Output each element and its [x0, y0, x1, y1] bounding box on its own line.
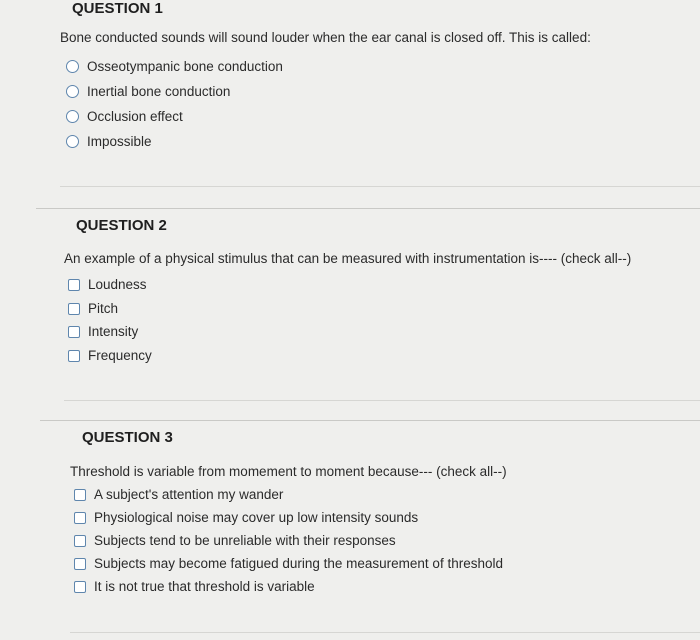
- answer-option-fatigued[interactable]: [74, 556, 503, 571]
- option-label: Pitch: [88, 301, 119, 316]
- option-label: Subjects may become fatigued during the measurement of threshold: [94, 556, 503, 571]
- checkbox[interactable]: [74, 535, 86, 547]
- checkbox[interactable]: [68, 350, 80, 362]
- answer-divider: [70, 632, 700, 633]
- checkbox[interactable]: [68, 303, 80, 315]
- question-divider: [40, 420, 700, 421]
- radio-button[interactable]: [66, 110, 79, 123]
- question-prompt: Bone conducted sounds will sound louder when the ear canal is closed off. This is called:: [60, 30, 591, 45]
- answer-option-pitch[interactable]: [68, 301, 118, 316]
- answer-option-physiological-noise[interactable]: [74, 510, 418, 525]
- option-label: Occlusion effect: [87, 109, 183, 124]
- radio-button[interactable]: [66, 85, 79, 98]
- checkbox[interactable]: [74, 512, 86, 524]
- option-label: Impossible: [87, 134, 152, 149]
- option-label: It is not true that threshold is variable: [94, 579, 315, 594]
- radio-button[interactable]: [66, 135, 79, 148]
- checkbox[interactable]: [74, 558, 86, 570]
- answer-option-impossible[interactable]: [66, 134, 152, 149]
- question-prompt: An example of a physical stimulus that can be measured with instrumentation is---- (check all--): [64, 251, 632, 266]
- answer-option-intensity[interactable]: [68, 324, 138, 339]
- answer-option-unreliable[interactable]: [74, 533, 396, 548]
- answer-option-inertial[interactable]: [66, 84, 230, 99]
- option-label: Inertial bone conduction: [87, 84, 231, 99]
- answer-divider: [60, 186, 700, 187]
- answer-option-not-variable[interactable]: [74, 579, 315, 594]
- answer-divider: [64, 400, 700, 401]
- question-prompt: Threshold is variable from momement to moment because--- (check all--): [70, 464, 507, 479]
- option-label: A subject's attention my wander: [94, 487, 284, 502]
- answer-option-osseotympanic[interactable]: [66, 59, 283, 74]
- option-label: Intensity: [88, 324, 139, 339]
- option-label: Physiological noise may cover up low intensity sounds: [94, 510, 419, 525]
- answer-option-frequency[interactable]: [68, 348, 152, 363]
- checkbox[interactable]: [74, 489, 86, 501]
- answer-option-occlusion[interactable]: [66, 109, 183, 124]
- option-label: Loudness: [88, 277, 147, 292]
- question-divider: [36, 208, 700, 209]
- question-title: QUESTION 1: [72, 0, 163, 17]
- checkbox[interactable]: [74, 581, 86, 593]
- checkbox[interactable]: [68, 279, 80, 291]
- answer-option-attention[interactable]: [74, 487, 283, 502]
- checkbox[interactable]: [68, 326, 80, 338]
- radio-button[interactable]: [66, 60, 79, 73]
- question-title: QUESTION 3: [82, 429, 173, 446]
- option-label: Subjects tend to be unreliable with their responses: [94, 533, 396, 548]
- answer-option-loudness[interactable]: [68, 277, 147, 292]
- question-title: QUESTION 2: [76, 217, 167, 234]
- option-label: Osseotympanic bone conduction: [87, 59, 283, 74]
- option-label: Frequency: [88, 348, 152, 363]
